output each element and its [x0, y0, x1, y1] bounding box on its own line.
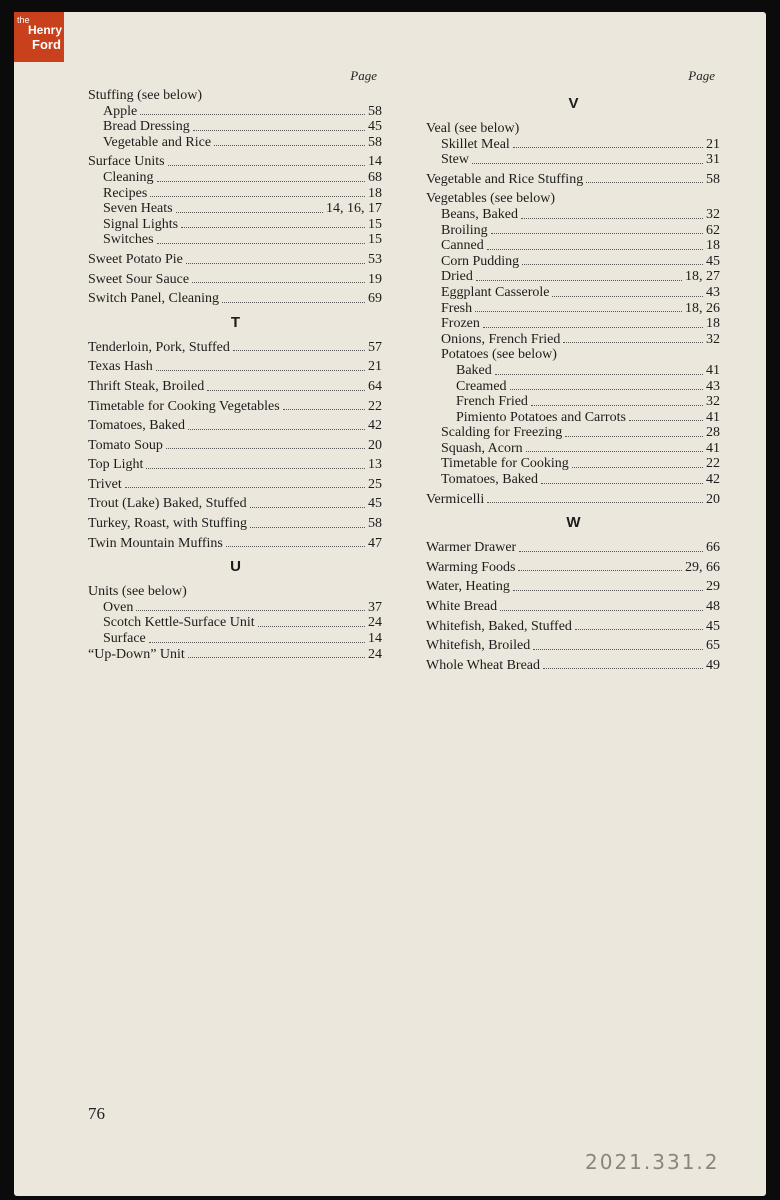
index-entry	[88, 379, 383, 395]
dot-leader	[166, 438, 365, 450]
entry-page-number: 66	[706, 540, 720, 556]
index-entry	[426, 137, 721, 153]
entry-title: Switches	[103, 232, 154, 248]
dot-leader	[629, 410, 703, 422]
entry-title: Apple	[103, 103, 138, 119]
page-column-heading: Page	[350, 68, 377, 83]
index-entry	[426, 379, 721, 395]
entry-title: Dried	[441, 269, 473, 285]
dot-leader	[543, 658, 703, 670]
dot-leader	[188, 647, 365, 659]
dot-leader	[500, 599, 703, 611]
index-entry	[88, 272, 383, 288]
entry-page-number: 41	[706, 362, 720, 378]
index-entry	[88, 252, 383, 268]
index-entry	[426, 441, 721, 457]
entry-title: Vegetable and Rice Stuffing	[426, 171, 584, 187]
index-entry	[426, 638, 721, 654]
index-entry	[88, 477, 383, 493]
dot-leader	[136, 600, 365, 612]
section-letter: W	[566, 514, 581, 532]
entry-page-number: 21	[368, 359, 382, 375]
dot-leader	[168, 154, 365, 166]
entry-page-number: 21	[706, 136, 720, 152]
index-entry	[88, 104, 383, 120]
entry-title: Switch Panel, Cleaning	[88, 291, 220, 307]
entry-title: Trivet	[88, 476, 122, 492]
index-entry	[426, 619, 721, 635]
index-entry	[88, 584, 383, 600]
dot-leader	[125, 477, 365, 489]
entry-title: Timetable for Cooking Vegetables	[88, 398, 280, 414]
entry-page-number: 58	[368, 134, 382, 150]
dot-leader	[575, 619, 703, 631]
entry-title: “Up-Down” Unit	[88, 646, 185, 662]
index-entry	[426, 425, 721, 441]
entry-title: Vermicelli	[426, 491, 485, 507]
index-entry	[426, 347, 721, 363]
entry-title: Turkey, Roast, with Stuffing	[88, 516, 247, 532]
entry-page-number: 32	[706, 394, 720, 410]
entry-page-number: 28	[706, 425, 720, 441]
entry-title: Warming Foods	[426, 559, 516, 575]
dot-leader	[552, 285, 703, 297]
entry-title: Surface	[103, 631, 146, 647]
index-entry	[426, 254, 721, 270]
entry-page-number: 45	[368, 496, 382, 512]
entry-title: Sweet Potato Pie	[88, 251, 183, 267]
entry-page-number: 47	[368, 535, 382, 551]
index-entry	[426, 332, 721, 348]
entry-title: Beans, Baked	[441, 206, 518, 222]
dot-leader	[250, 496, 365, 508]
index-entry	[88, 154, 383, 170]
entry-title: Warmer Drawer	[426, 540, 517, 556]
entry-page-number: 25	[368, 476, 382, 492]
index-entry	[426, 540, 721, 556]
entry-title: Squash, Acorn	[441, 440, 523, 456]
entry-page-number: 18	[706, 316, 720, 332]
index-entry	[88, 631, 383, 647]
section-letter: U	[230, 558, 241, 576]
entry-page-number: 58	[706, 171, 720, 187]
entry-title: Units (see below)	[88, 584, 187, 600]
index-entry	[426, 285, 721, 301]
dot-leader	[491, 223, 703, 235]
entry-page-number: 18, 26	[685, 300, 720, 316]
entry-title: Canned	[441, 238, 484, 254]
dot-leader	[565, 425, 703, 437]
entry-title: Skillet Meal	[441, 136, 510, 152]
entry-title: Water, Heating	[426, 579, 510, 595]
entry-title: Fresh	[441, 300, 473, 316]
entry-page-number: 64	[368, 378, 382, 394]
entry-page-number: 48	[706, 599, 720, 615]
entry-title: Recipes	[103, 185, 148, 201]
entry-title: Tomatoes, Baked	[441, 472, 538, 488]
entry-title: Bread Dressing	[103, 119, 190, 135]
dot-leader	[193, 119, 365, 131]
entry-title: Twin Mountain Muffins	[88, 535, 223, 551]
entry-title: Texas Hash	[88, 359, 153, 375]
entry-page-number: 20	[706, 491, 720, 507]
dot-leader	[207, 379, 365, 391]
index-entry	[88, 201, 383, 217]
entry-page-number: 42	[368, 418, 382, 434]
index-entry	[88, 359, 383, 375]
entry-title: Tenderloin, Pork, Stuffed	[88, 339, 230, 355]
entry-page-number: 24	[368, 646, 382, 662]
entry-title: Cleaning	[103, 169, 154, 185]
entry-page-number: 58	[368, 103, 382, 119]
entry-title: Seven Heats	[103, 201, 173, 217]
index-entry	[426, 579, 721, 595]
entry-title: Tomatoes, Baked	[88, 418, 185, 434]
entry-page-number: 29, 66	[685, 559, 720, 575]
index-entry	[426, 121, 721, 137]
entry-title: Stew	[441, 152, 469, 168]
index-entry	[88, 457, 383, 473]
index-entry	[88, 418, 383, 434]
dot-leader	[157, 232, 365, 244]
entry-title: Whitefish, Baked, Stuffed	[426, 618, 572, 634]
entry-title: Vegetables (see below)	[426, 191, 556, 207]
entry-page-number: 13	[368, 457, 382, 473]
dot-leader	[510, 379, 703, 391]
entry-title: Trout (Lake) Baked, Stuffed	[88, 496, 247, 512]
dot-leader	[188, 418, 365, 430]
logo-the: the	[17, 15, 30, 25]
entry-title: Stuffing (see below)	[88, 88, 203, 103]
index-entry	[426, 172, 721, 188]
entry-title: French Fried	[456, 394, 528, 410]
index-entry	[88, 119, 383, 135]
index-entry	[426, 207, 721, 223]
entry-title: Top Light	[88, 457, 144, 473]
logo-ford: Ford	[32, 37, 61, 52]
entry-page-number: 22	[706, 456, 720, 472]
index-entry	[426, 223, 721, 239]
dot-leader	[519, 540, 703, 552]
page-column-heading: Page	[688, 68, 715, 83]
index-entry	[426, 599, 721, 615]
dot-leader	[233, 340, 365, 352]
entry-title: Oven	[103, 599, 134, 615]
entry-title: Surface Units	[88, 154, 165, 170]
entry-title: Veal (see below)	[426, 121, 520, 136]
entry-title: Onions, French Fried	[441, 331, 561, 347]
entry-page-number: 45	[706, 253, 720, 269]
dot-leader	[472, 152, 703, 164]
dot-leader	[531, 394, 703, 406]
index-entry	[88, 291, 383, 307]
entry-title: Eggplant Casserole	[441, 284, 550, 300]
entry-page-number: 18	[368, 185, 382, 201]
entry-page-number: 45	[706, 618, 720, 634]
entry-title: Corn Pudding	[441, 253, 520, 269]
index-entry	[88, 232, 383, 248]
right-entries	[426, 93, 721, 673]
logo-henry: Henry	[28, 23, 63, 37]
dot-leader	[513, 579, 703, 591]
index-column-left	[88, 68, 383, 662]
dot-leader	[483, 316, 703, 328]
entry-page-number: 20	[368, 437, 382, 453]
index-entry	[426, 269, 721, 285]
dot-leader	[522, 254, 703, 266]
index-entry	[426, 472, 721, 488]
entry-page-number: 22	[368, 398, 382, 414]
dot-leader	[150, 186, 365, 198]
dot-leader	[521, 207, 703, 219]
entry-page-number: 68	[368, 169, 382, 185]
dot-leader	[149, 631, 365, 643]
dot-leader	[186, 252, 365, 264]
entry-title: Pimiento Potatoes and Carrots	[456, 409, 626, 425]
section-letter: V	[568, 95, 579, 112]
dot-leader	[176, 201, 323, 213]
index-entry	[88, 340, 383, 356]
entry-page-number: 37	[368, 599, 382, 615]
index-entry	[426, 152, 721, 168]
index-entry	[426, 456, 721, 472]
accession-number: 2021.331.2	[585, 1150, 720, 1174]
index-entry	[426, 658, 721, 674]
entry-page-number: 32	[706, 206, 720, 222]
dot-leader	[214, 135, 365, 147]
entry-page-number: 15	[368, 232, 382, 248]
index-entry	[88, 399, 383, 415]
entry-page-number: 45	[368, 119, 382, 135]
entry-title: Signal Lights	[103, 216, 179, 232]
entry-page-number: 42	[706, 472, 720, 488]
entry-page-number: 53	[368, 251, 382, 267]
entry-page-number: 19	[368, 271, 382, 287]
dot-leader	[518, 560, 682, 572]
index-entry	[426, 191, 721, 207]
entry-title: Sweet Sour Sauce	[88, 271, 190, 287]
entry-page-number: 65	[706, 638, 720, 654]
dot-leader	[541, 472, 703, 484]
entry-page-number: 14, 16, 17	[326, 201, 382, 217]
entry-title: Tomato Soup	[88, 437, 163, 453]
dot-leader	[495, 363, 703, 375]
index-entry	[426, 301, 721, 317]
entry-page-number: 49	[706, 657, 720, 673]
entry-title: Creamed	[456, 378, 507, 394]
entry-title: Timetable for Cooking	[441, 456, 569, 472]
dot-leader	[563, 332, 703, 344]
dot-leader	[533, 638, 703, 650]
entry-title: Baked	[456, 362, 492, 378]
dot-leader	[146, 457, 365, 469]
dot-leader	[283, 399, 365, 411]
entry-title: Potatoes (see below)	[441, 347, 557, 363]
index-entry	[426, 560, 721, 576]
index-entry	[88, 615, 383, 631]
entry-page-number: 31	[706, 152, 720, 168]
entry-page-number: 41	[706, 440, 720, 456]
entry-page-number: 18, 27	[685, 269, 720, 285]
index-entry	[88, 600, 383, 616]
index-entry	[88, 496, 383, 512]
entry-page-number: 15	[368, 216, 382, 232]
entry-page-number: 32	[706, 331, 720, 347]
dot-leader	[226, 536, 365, 548]
page-number: 76	[88, 1104, 105, 1123]
dot-leader	[222, 291, 365, 303]
entry-title: Thrift Steak, Broiled	[88, 378, 205, 394]
entry-page-number: 18	[706, 238, 720, 254]
dot-leader	[157, 170, 365, 182]
entry-page-number: 57	[368, 339, 382, 355]
index-column-right	[426, 68, 721, 673]
index-entry	[88, 536, 383, 552]
dot-leader	[258, 615, 365, 627]
dot-leader	[586, 172, 703, 184]
entry-page-number: 14	[368, 631, 382, 647]
entry-page-number: 41	[706, 409, 720, 425]
entry-page-number: 29	[706, 579, 720, 595]
entry-title: Vegetable and Rice	[103, 134, 212, 150]
index-entry	[88, 516, 383, 532]
entry-page-number: 14	[368, 154, 382, 170]
index-entry	[426, 316, 721, 332]
entry-page-number: 58	[368, 516, 382, 532]
dot-leader	[487, 492, 703, 504]
entry-title: Whole Wheat Bread	[426, 657, 541, 673]
dot-leader	[513, 137, 703, 149]
dot-leader	[250, 516, 365, 528]
entry-title: White Bread	[426, 599, 498, 615]
dot-leader	[192, 272, 365, 284]
entry-title: Scalding for Freezing	[441, 425, 563, 441]
entry-page-number: 62	[706, 222, 720, 238]
index-entry	[426, 238, 721, 254]
entry-page-number: 43	[706, 378, 720, 394]
dot-leader	[476, 269, 682, 281]
index-entry	[88, 170, 383, 186]
section-letter: T	[230, 313, 241, 331]
entry-page-number: 24	[368, 615, 382, 631]
entry-title: Scotch Kettle-Surface Unit	[103, 615, 255, 631]
entry-title: Frozen	[441, 316, 480, 332]
index-entry	[88, 217, 383, 233]
index-entry	[88, 88, 383, 104]
entry-title: Whitefish, Broiled	[426, 638, 531, 654]
henry-ford-logo	[14, 12, 64, 62]
dot-leader	[140, 104, 365, 116]
dot-leader	[475, 301, 682, 313]
index-entry	[88, 135, 383, 151]
dot-leader	[181, 217, 365, 229]
left-entries	[88, 88, 383, 662]
dot-leader	[156, 359, 365, 371]
index-entry	[426, 363, 721, 379]
index-entry	[426, 410, 721, 426]
index-entry	[426, 394, 721, 410]
dot-leader	[487, 238, 703, 250]
dot-leader	[526, 441, 703, 453]
index-entry	[88, 647, 383, 663]
entry-page-number: 69	[368, 291, 382, 307]
index-entry	[88, 186, 383, 202]
index-entry	[88, 438, 383, 454]
entry-title: Broiling	[441, 222, 488, 238]
entry-page-number: 43	[706, 284, 720, 300]
index-entry	[426, 492, 721, 508]
dot-leader	[572, 456, 703, 468]
